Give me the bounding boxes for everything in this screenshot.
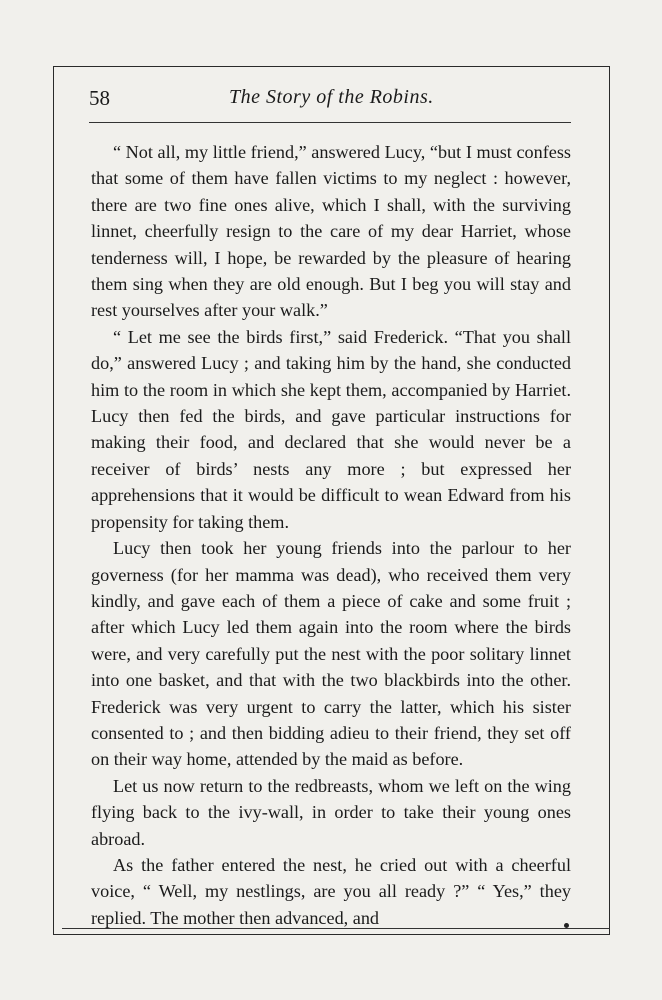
page-header — [89, 86, 569, 116]
header-rule — [89, 122, 571, 123]
paragraph: Let us now return to the redbreasts, whom we left on the wing flying back to the ivy-wall, in order to take their young ones abroad. — [91, 775, 571, 849]
running-title: The Story of the Robins. — [229, 86, 434, 108]
paragraph: As the father entered the nest, he cried out with a cheerful voice, “ Well, my nestlings, are you all ready ?” “ Yes,” they replied. The mother then advanced, and — [91, 854, 571, 928]
paragraph: “ Not all, my little friend,” answered Lucy, “but I must confess that some of them have fallen victims to my neglect : however, there are two fine ones alive, which I shall, with the surviving linnet, cheerfully resign to the care of my dear Harriet, whose tenderness will, I hope, be rewarded by the pleasure of hearing them sing when they are old enough. But I beg you will stay and rest yourselves after your walk.” — [91, 142, 571, 321]
paragraph: “ Let me see the birds first,” said Frederick. “That you shall do,” answered Lucy ; and taking him by the hand, she conducted him to the room in which she kept them, accompanied by Harriet. Lucy then fed the birds, and gave particular instructions for making their food, and declared that she would never be a receiver of birds’ nests any more ; but expressed her apprehensions that it would be difficult to wean Edward from his propensity for taking them. — [91, 326, 571, 532]
body-text — [91, 139, 571, 931]
page-number: 58 — [89, 86, 110, 110]
footer-ornament-dot — [564, 923, 569, 928]
footer-rule — [62, 928, 610, 929]
paragraph: Lucy then took her young friends into the parlour to her governess (for her mamma was dead), who received them very kindly, and gave each of them a piece of cake and some fruit ; after which Lucy led them again into the room where the birds were, and very carefully put the nest with the poor solitary linnet into one basket, and that with the two blackbirds into the other. Frederick was very urgent to carry the latter, which his sister consented to ; and then bidding adieu to their friend, they set off on their way home, attended by the maid as before. — [91, 538, 571, 770]
